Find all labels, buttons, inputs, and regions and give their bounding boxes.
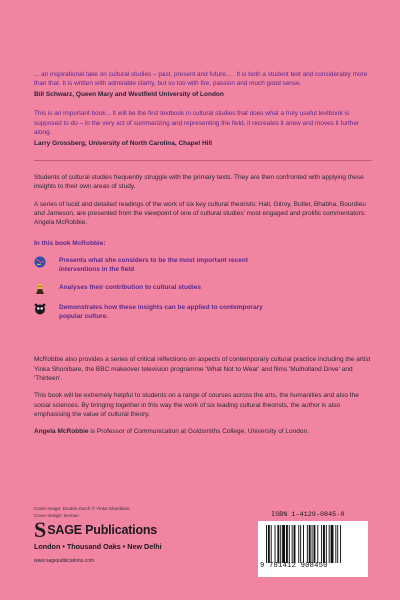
barcode-digits: 9 781412 908450 [260,562,328,570]
barcode-bar [312,525,313,563]
barcode-bar [340,525,341,563]
reflections-paragraph: McRobbie also provides a series of critical reflections on aspects of contemporary cultural practice including the artist Yinka Shonibare, the BBC makeover television programme 'What Not to Wear' and films 'Mulholland Drive' and 'Thirteen'. [34,356,371,382]
barcode-bar [331,525,334,563]
barcode-bar [275,525,276,563]
barcode-bar [294,525,296,563]
barcode-bar [307,525,308,563]
barcode-bar [298,525,299,563]
barcode-bar [317,525,318,563]
barcode-bar [329,525,330,563]
author-paragraph [34,427,372,436]
isbn-label: ISBN 1-4129-0845-0 [271,511,345,519]
publisher-cities: London • Thousand Oaks • New Delhi [34,542,162,551]
barcode-bar [292,525,293,563]
barcode-bar [300,525,301,563]
barcode-bar [303,525,304,563]
barcode-bar [271,525,272,563]
barcode [258,521,368,577]
bullet-text: Demonstrates how these insights can be applied to contemporary popular culture. [59,303,263,321]
helpful-paragraph: This book will be extremely helpful to students on a range of courses across the arts, the humanities and also the social sciences. By bringing together in this way the work of six leading cultural theorists, the author is also emphasising the value of cultural theory. [34,392,359,418]
cover-design-credit: Cover design: keenan [34,513,79,518]
review-quote-2: This is an important book... It will be the first textbook in cultural studies that does what a truly useful textbook is supposed to do – in the very act of summarizing and representing the field, it recreates it anew and moves it further along. [34,110,360,136]
back-cover-text [34,70,372,436]
barcode-bar [309,525,311,563]
review-quote-1: ... an inspirational take on cultural studies – past, present and future... . It is both a student text and considerably more than that. It is written with admirable clarity, but so too with fire, passion and much good sense. [34,71,368,88]
barcode-bar [323,525,325,563]
divider [34,160,372,161]
sage-logo-mark: S [34,517,47,542]
bullet-text: Analyses their contribution to cultural studies [59,283,201,291]
publisher-url: www.sagepublications.com [34,558,95,564]
review-attribution-1: Bill Schwarz, Queen Mary and Westfield University of London [34,91,224,99]
barcode-bar [289,525,290,563]
bullet-text: Presents what she considers to be the most important recent interventions in the field [59,256,248,273]
barcode-bar [280,525,281,563]
barcode-bar [268,525,270,563]
publisher-name: SAGE Publications [47,523,158,537]
readings-paragraph: A series of lucid and detailed readings of the work of six key cultural theorists: Hall, Gilroy, Butler, Bhabha, Bourdieu and Jameson, are presented from the viewpoint of one of cultural studies' most engaged and prolific commentators: Angela McRobbie. [34,200,366,227]
author-bio: is Professor of Communication at Goldsmiths College, University of London. [88,428,309,436]
barcode-bar [337,525,338,563]
bullet-item [34,256,372,274]
barcode-bar [277,525,279,563]
cover-image-credit: Cover image: Double Dutch © Yinka Shonibare [34,506,130,511]
barcode-bar [335,525,336,563]
review-attribution-2: Larry Grossberg, University of North Carolina, Chapel Hill [34,140,213,148]
barcode-bar [266,525,267,563]
cover-credits [34,505,130,519]
barcode-bars [266,525,360,563]
author-name: Angela McRobbie [34,428,89,436]
globe-icon [34,255,46,267]
bullet-item [34,283,372,294]
bullet-item [34,303,372,321]
figure-icon [34,282,46,294]
barcode-bar [286,525,288,563]
publisher-logo [34,517,158,542]
barcode-bar [282,525,285,563]
face-icon [34,302,46,314]
barcode-bar [314,525,316,563]
barcode-bar [321,525,322,563]
in-this-book-heading: In this book McRobbie: [34,239,106,247]
barcode-bar [326,525,327,563]
intro-paragraph: Students of cultural studies frequently struggle with the primary texts. They are then confronted with applying these insights to their own areas of study. [34,174,364,191]
